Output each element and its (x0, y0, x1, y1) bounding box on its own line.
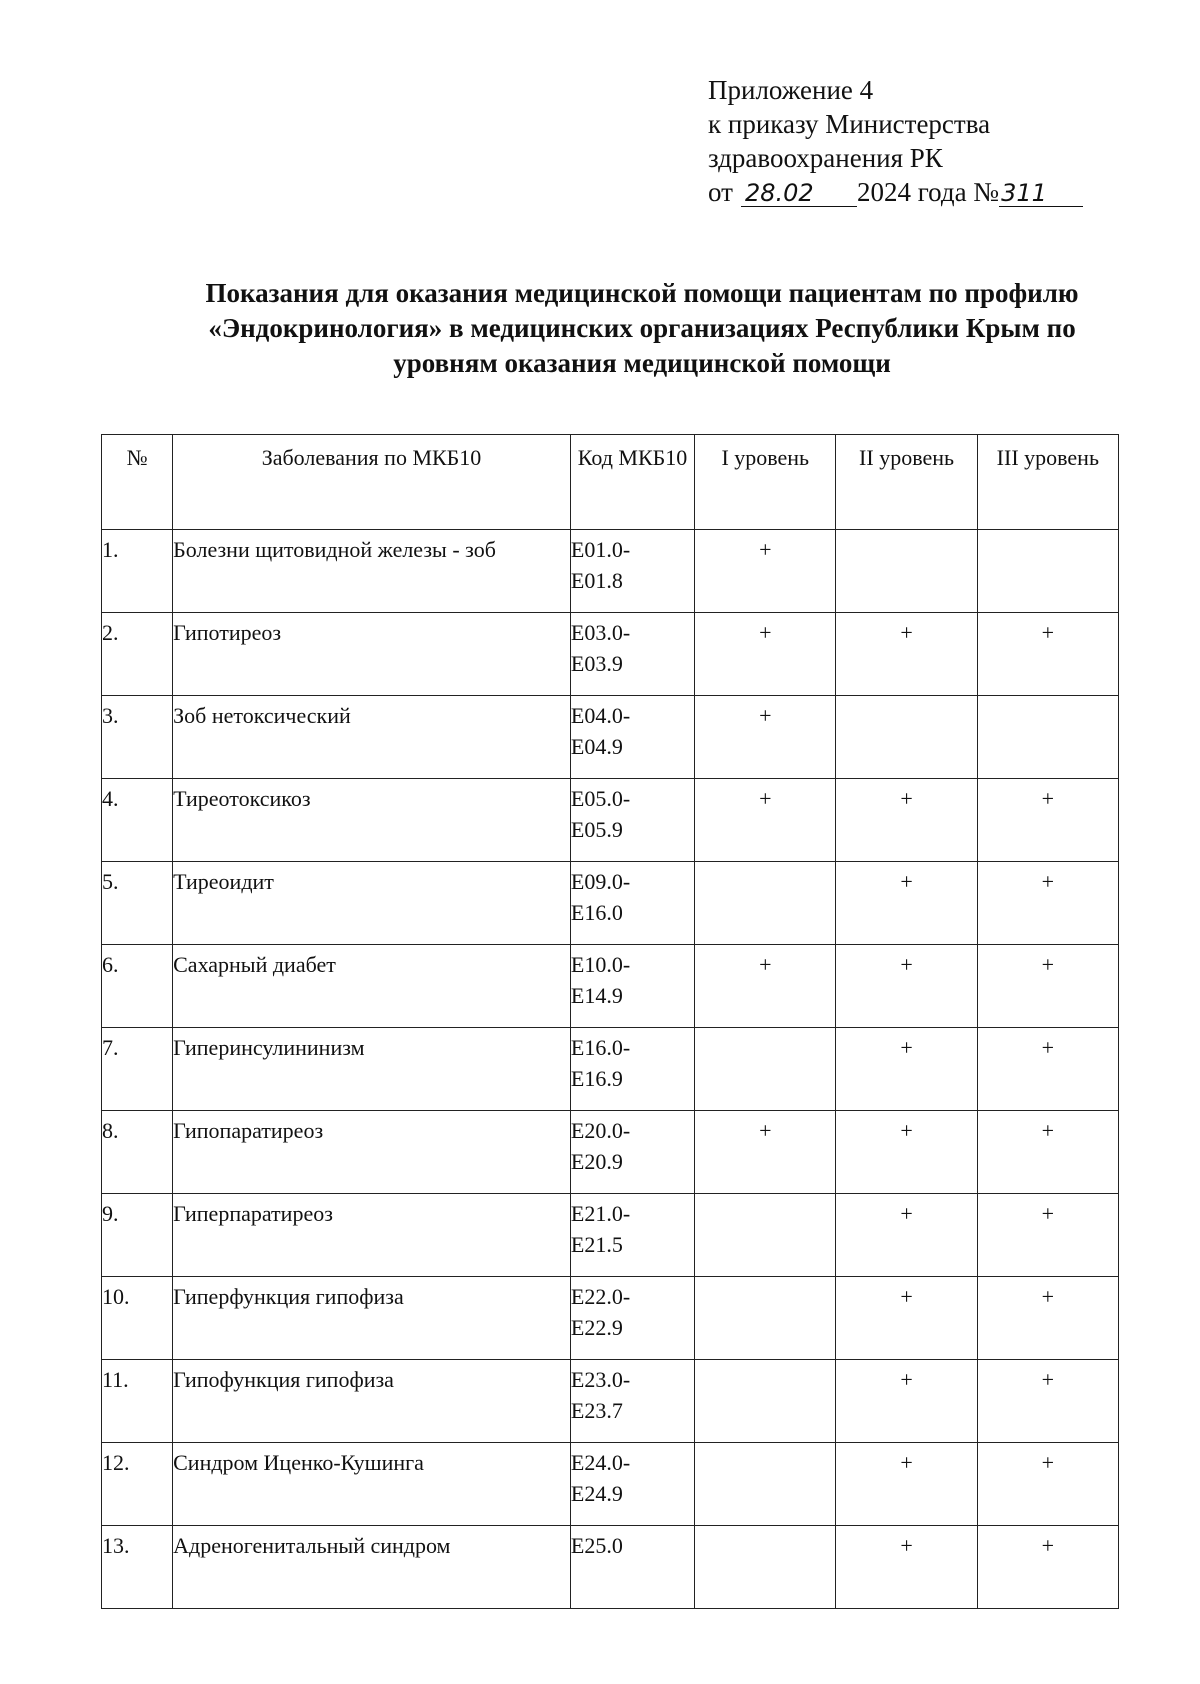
level-2-mark (836, 696, 977, 779)
table-header-row (102, 435, 1119, 530)
level-2-mark: + (836, 1028, 977, 1111)
table-row (102, 1194, 1119, 1277)
disease-name: Гиперпаратиреоз (173, 1194, 571, 1277)
table-row (102, 779, 1119, 862)
level-2-mark: + (836, 1277, 977, 1360)
level-1-mark (695, 1277, 836, 1360)
level-3-mark: + (977, 862, 1118, 945)
level-3-mark: + (977, 613, 1118, 696)
icd-code-start: E10.0- (570, 952, 631, 977)
icd-code (570, 613, 694, 696)
disease-name: Болезни щитовидной железы - зоб (173, 530, 571, 613)
disease-name: Зоб нетоксический (173, 696, 571, 779)
row-number: 1. (102, 530, 173, 613)
icd-code (570, 1360, 694, 1443)
disease-name: Тиреоидит (173, 862, 571, 945)
icd-code-start: E25.0 (570, 1533, 623, 1558)
table-body (102, 530, 1119, 1609)
table-row (102, 1443, 1119, 1526)
row-number: 11. (102, 1360, 173, 1443)
icd-code-start: E04.0- (570, 703, 631, 728)
icd-code (570, 779, 694, 862)
icd-code-end: E16.9 (570, 1066, 623, 1091)
level-3-mark: + (977, 1194, 1118, 1277)
table-row (102, 530, 1119, 613)
indications-table (101, 434, 1119, 1609)
disease-name: Гипотиреоз (173, 613, 571, 696)
title-line-2: «Эндокринология» в медицинских организациях Республики Крым по (208, 313, 1076, 343)
row-number: 7. (102, 1028, 173, 1111)
row-number: 6. (102, 945, 173, 1028)
level-2-mark: + (836, 945, 977, 1028)
disease-name: Гиперинсулининизм (173, 1028, 571, 1111)
level-1-mark: + (695, 945, 836, 1028)
handwritten-order-number: 311 (999, 180, 1083, 207)
level-2-mark: + (836, 1360, 977, 1443)
document-title (150, 276, 1134, 381)
level-1-mark: + (695, 530, 836, 613)
level-2-mark: + (836, 613, 977, 696)
level-1-mark (695, 1028, 836, 1111)
header-number: № (102, 435, 173, 530)
icd-code-start: E09.0- (570, 869, 631, 894)
icd-code-end: E01.8 (570, 568, 623, 593)
icd-code-end: E24.9 (570, 1481, 623, 1506)
header-level-3: III уровень (977, 435, 1118, 530)
table-row (102, 1028, 1119, 1111)
icd-code-end: E03.9 (570, 651, 623, 676)
icd-code (570, 862, 694, 945)
icd-code-end: E16.0 (570, 900, 623, 925)
level-2-mark: + (836, 1526, 977, 1609)
level-3-mark: + (977, 1443, 1118, 1526)
table-row (102, 862, 1119, 945)
header-level-1: I уровень (695, 435, 836, 530)
order-reference-header (708, 73, 1083, 209)
icd-code (570, 1443, 694, 1526)
level-1-mark: + (695, 1111, 836, 1194)
level-1-mark: + (695, 779, 836, 862)
icd-code-end: E22.9 (570, 1315, 623, 1340)
icd-code (570, 530, 694, 613)
icd-code (570, 696, 694, 779)
icd-code-end: E05.9 (570, 817, 623, 842)
table-row (102, 945, 1119, 1028)
row-number: 10. (102, 1277, 173, 1360)
order-date-line (708, 175, 1083, 209)
level-3-mark: + (977, 1111, 1118, 1194)
icd-code-start: E21.0- (570, 1201, 631, 1226)
level-2-mark: + (836, 862, 977, 945)
level-2-mark: + (836, 1443, 977, 1526)
icd-code (570, 1526, 694, 1609)
table-row (102, 1111, 1119, 1194)
icd-code (570, 1277, 694, 1360)
level-3-mark (977, 530, 1118, 613)
level-1-mark (695, 1526, 836, 1609)
level-1-mark (695, 1443, 836, 1526)
date-prefix: от (708, 177, 733, 207)
row-number: 12. (102, 1443, 173, 1526)
level-1-mark (695, 1360, 836, 1443)
disease-name: Гипофункция гипофиза (173, 1360, 571, 1443)
level-2-mark: + (836, 1194, 977, 1277)
row-number: 5. (102, 862, 173, 945)
icd-code-start: E01.0- (570, 537, 631, 562)
level-3-mark: + (977, 1360, 1118, 1443)
icd-code (570, 945, 694, 1028)
level-1-mark (695, 862, 836, 945)
row-number: 3. (102, 696, 173, 779)
row-number: 4. (102, 779, 173, 862)
handwritten-date: 28.02 (741, 180, 857, 207)
level-2-mark: + (836, 779, 977, 862)
date-suffix: 2024 года № (856, 177, 1000, 207)
order-ministry-line: к приказу Министерства (708, 109, 991, 139)
icd-code-end: E23.7 (570, 1398, 623, 1423)
header-code: Код МКБ10 (570, 435, 694, 530)
table-row (102, 1360, 1119, 1443)
level-3-mark (977, 696, 1118, 779)
disease-name: Гипопаратиреоз (173, 1111, 571, 1194)
icd-code-end: E14.9 (570, 983, 623, 1008)
title-line-3: уровням оказания медицинской помощи (393, 348, 891, 378)
level-1-mark (695, 1194, 836, 1277)
icd-code-start: E23.0- (570, 1367, 631, 1392)
icd-code-start: E05.0- (570, 786, 631, 811)
ministry-name-line: здравоохранения РК (708, 143, 943, 173)
disease-name: Гиперфункция гипофиза (173, 1277, 571, 1360)
title-line-1: Показания для оказания медицинской помощи пациентам по профилю (205, 278, 1079, 308)
header-level-2: II уровень (836, 435, 977, 530)
icd-code-start: E20.0- (570, 1118, 631, 1143)
icd-code-start: E16.0- (570, 1035, 631, 1060)
icd-code (570, 1194, 694, 1277)
row-number: 2. (102, 613, 173, 696)
level-1-mark: + (695, 613, 836, 696)
row-number: 8. (102, 1111, 173, 1194)
level-3-mark: + (977, 1277, 1118, 1360)
disease-name: Синдром Иценко-Кушинга (173, 1443, 571, 1526)
icd-code-end: E21.5 (570, 1232, 623, 1257)
row-number: 9. (102, 1194, 173, 1277)
appendix-label: Приложение 4 (708, 75, 874, 105)
disease-name: Адреногенитальный синдром (173, 1526, 571, 1609)
icd-code (570, 1028, 694, 1111)
icd-code-end: E04.9 (570, 734, 623, 759)
icd-code-start: E22.0- (570, 1284, 631, 1309)
level-3-mark: + (977, 1526, 1118, 1609)
header-disease: Заболевания по МКБ10 (173, 435, 571, 530)
row-number: 13. (102, 1526, 173, 1609)
level-3-mark: + (977, 1028, 1118, 1111)
icd-code-start: E03.0- (570, 620, 631, 645)
icd-code-start: E24.0- (570, 1450, 631, 1475)
table-row (102, 696, 1119, 779)
disease-name: Сахарный диабет (173, 945, 571, 1028)
level-2-mark: + (836, 1111, 977, 1194)
level-3-mark: + (977, 779, 1118, 862)
table-row (102, 1526, 1119, 1609)
disease-name: Тиреотоксикоз (173, 779, 571, 862)
level-1-mark: + (695, 696, 836, 779)
icd-code-end: E20.9 (570, 1149, 623, 1174)
level-3-mark: + (977, 945, 1118, 1028)
table-row (102, 1277, 1119, 1360)
table-row (102, 613, 1119, 696)
icd-code (570, 1111, 694, 1194)
level-2-mark (836, 530, 977, 613)
